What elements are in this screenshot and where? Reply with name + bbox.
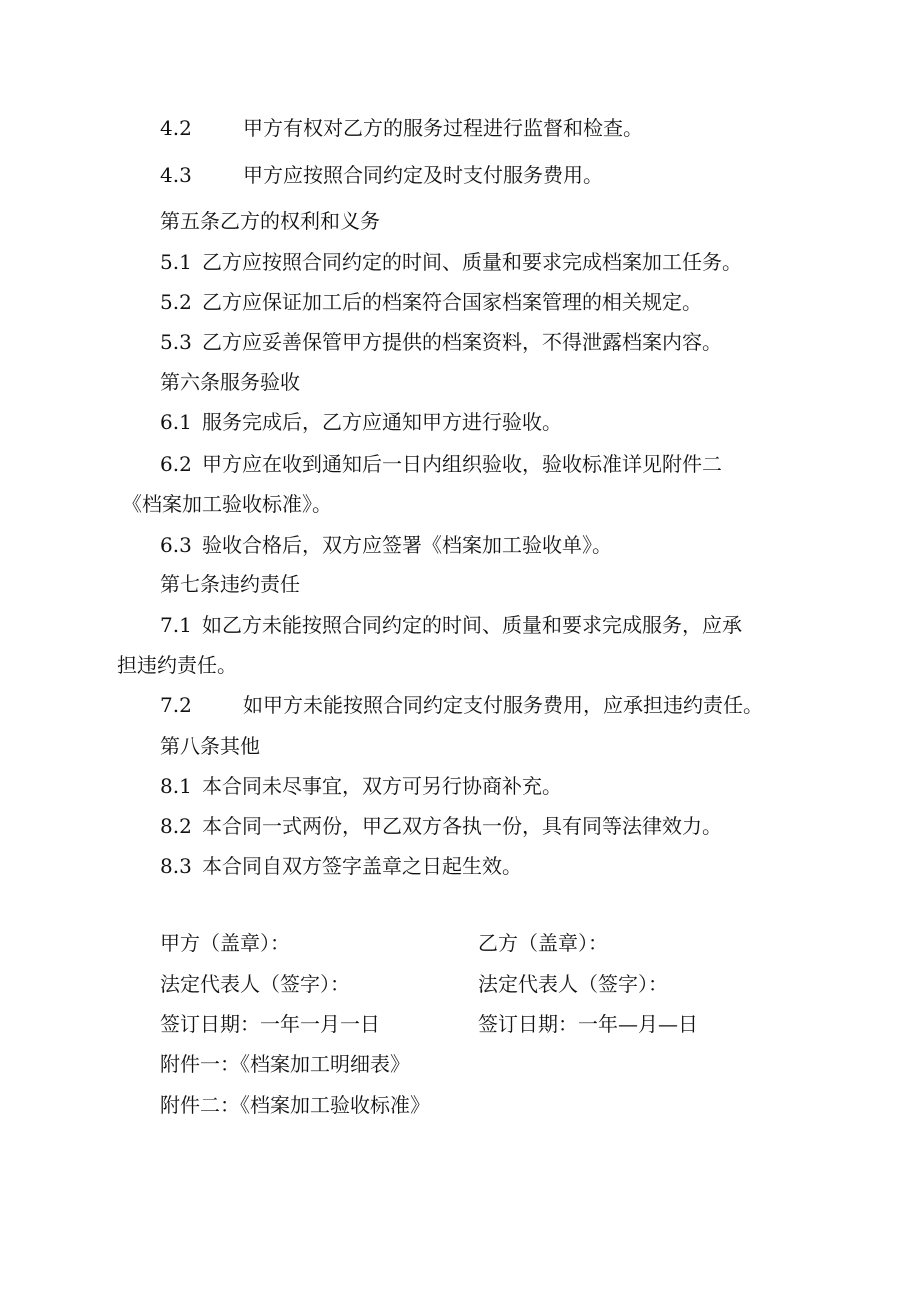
clause-number: 4.3 [160,163,192,187]
clause-number: 6.2 [160,452,192,476]
article-6-heading: 第六条服务验收 [160,370,300,394]
clause-number: 6.3 [160,533,192,557]
clause-number: 5.2 [160,290,192,314]
party-b-seal: 乙方（盖章）： [478,931,608,955]
clause-number: 7.1 [160,613,192,637]
clause-text: 甲方有权对乙方的服务过程进行监督和检查。 [243,116,643,140]
clause-text: 本合同未尽事宜，双方可另行协商补充。 [202,774,562,798]
clause-text: 乙方应按照合同约定的时间、质量和要求完成档案加工任务。 [202,250,742,274]
clause-number: 8.1 [160,774,192,798]
clause-4-2 [160,115,643,141]
clause-7-2 [160,692,763,718]
clause-8-3 [160,853,522,879]
article-5-heading: 第五条乙方的权利和义务 [160,209,380,233]
clause-6-1 [160,409,562,435]
article-7-heading: 第七条违约责任 [160,572,300,596]
party-b-date: 签订日期：一年—月—日 [478,1012,698,1036]
clause-text: 服务完成后，乙方应通知甲方进行验收。 [202,410,562,434]
attachment-2: 附件二：《档案加工验收标准》 [160,1093,430,1117]
clause-5-1 [160,249,742,275]
clause-8-1 [160,773,562,799]
clause-text: 如甲方未能按照合同约定支付服务费用，应承担违约责任。 [243,693,763,717]
clause-text: 本合同一式两份，甲乙双方各执一份，具有同等法律效力。 [202,814,722,838]
clause-number: 8.2 [160,814,192,838]
clause-text: 如乙方未能按照合同约定的时间、质量和要求完成服务，应承 [202,613,742,637]
clause-number: 7.2 [160,693,192,717]
party-a-seal: 甲方（盖章）： [160,931,290,955]
clause-5-3 [160,329,722,355]
clause-text: 验收合格后，双方应签署《档案加工验收单》。 [202,533,612,557]
party-b-representative: 法定代表人（签字）： [478,972,668,996]
clause-text: 甲方应在收到通知后一日内组织验收，验收标准详见附件二 [202,452,722,476]
party-a-date: 签订日期：一年一月一日 [160,1012,380,1036]
clause-number: 4.2 [160,116,192,140]
clause-8-2 [160,813,722,839]
clause-number: 8.3 [160,854,192,878]
clause-text: 乙方应保证加工后的档案符合国家档案管理的相关规定。 [202,290,702,314]
clause-6-3 [160,532,612,558]
clause-number: 5.3 [160,330,192,354]
clause-text: 甲方应按照合同约定及时支付服务费用。 [243,163,603,187]
article-8-heading: 第八条其他 [160,734,260,758]
party-a-representative: 法定代表人（签字）： [160,972,350,996]
attachment-1: 附件一：《档案加工明细表》 [160,1052,410,1076]
clause-number: 6.1 [160,410,192,434]
clause-5-2 [160,289,702,315]
clause-6-2-continuation: 《档案加工验收标准》。 [122,492,332,516]
clause-6-2 [160,451,722,477]
clause-4-3 [160,162,603,188]
clause-number: 5.1 [160,250,192,274]
clause-text: 本合同自双方签字盖章之日起生效。 [202,854,522,878]
clause-7-1-continuation: 担违约责任。 [117,653,237,677]
clause-7-1 [160,612,742,638]
clause-text: 乙方应妥善保管甲方提供的档案资料，不得泄露档案内容。 [202,330,722,354]
